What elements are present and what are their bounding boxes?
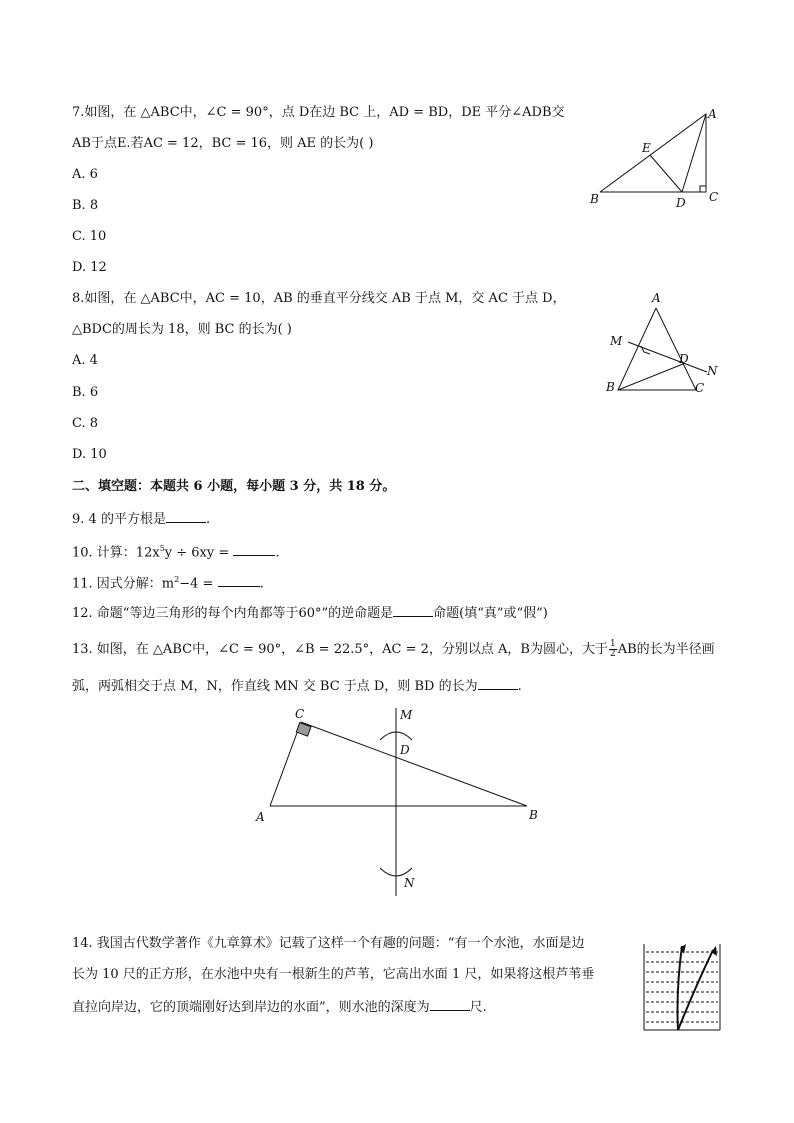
q9-end: . [205,512,211,527]
q13-frac-den: 2 [610,649,616,659]
q8-option-b: B. 6 [72,385,99,400]
q8-label-d: D [679,352,689,366]
q10-end: . [275,545,280,561]
q13-label-a: A [256,810,265,824]
q10-pre: 10. 计算：12x [72,545,160,561]
q13-label-b: B [529,808,538,822]
q8-option-d: D. 10 [72,447,107,462]
section-heading-mid1: 小题，每小题 [202,479,290,494]
q13-label-n: N [404,876,415,890]
q8-line1: 8.如图，在 △ABC中，AC = 10，AB 的垂直平分线交 AB 于点 M，交 AC 于点 D， [72,291,566,306]
q7-label-d: D [676,196,686,210]
q10-exponent: 5 [159,544,165,553]
q8-option-a: A. 4 [72,353,98,368]
q8-label-b: B [606,380,615,394]
q7-label-a: A [708,107,717,121]
q12-post: 命题(填“真”或“假”) [433,606,548,621]
q14-line3-post: 尺. [469,1000,487,1015]
q7-option-a: A. 6 [72,167,98,182]
q7-option-b: B. 8 [72,198,99,213]
q8-label-a: A [652,291,661,305]
q13-label-d: D [400,743,410,757]
q8-label-n: N [707,364,718,378]
q13-label-c: C [295,707,305,721]
q13-line2-text: 弧，两弧相交于点 M，N，作直线 MN 交 BC 于点 D，则 BD 的长为 [72,679,478,694]
q12-pre: 12. 命题“等边三角形的每个内角都等于60°”的逆命题是 [72,606,394,621]
q7-line2: AB于点E.若AC = 12，BC = 16，则 AE 的长为( ) [72,136,374,151]
q13-line1-pre: 13. 如图，在 △ABC中，∠C = 90°，∠B = 22.5°，AC = 2，分别以点 A，B为圆心，大于 [72,642,608,657]
q8-line2: △BDC的周长为 18，则 BC 的长为( ) [72,322,292,337]
q14-line2: 长为 10 尺的正方形，在水池中央有一根新生的芦苇，它高出水面 1 尺，如果将这根芦苇垂 [72,967,595,982]
q7-label-c: C [709,190,719,204]
q13-frac-num: 1 [610,639,616,649]
q11-post: −4 = [179,576,214,592]
q7-option-c: C. 10 [72,229,107,244]
q7-line1: 7.如图，在 △ABC中，∠C = 90°，点 D在边 BC 上，AD = BD，DE 平分∠ADB交 [72,105,565,120]
q13-line1-post: AB的长为半径画 [617,642,715,657]
q7-label-e: E [642,141,651,155]
q14-line1: 14. 我国古代数学著作《九章算术》记载了这样一个有趣的问题：“有一个水池，水面是边 [72,936,585,951]
q7-option-d: D. 12 [72,260,107,275]
section-heading-suffix: 分。 [364,479,396,494]
q8-option-c: C. 8 [72,416,99,431]
q11-pre: 11. 因式分解：m [72,576,175,592]
q13-label-m: M [400,708,413,722]
q10-post: y ÷ 6xy = [164,545,230,561]
q14-line3-pre: 直拉向岸边，它的顶端刚好达到岸边的水面”，则水池的深度为 [72,1000,430,1015]
q8-label-m: M [610,334,623,348]
section-points-each: 3 [289,479,299,494]
q7-label-b: B [590,192,599,206]
section-count: 6 [193,479,203,494]
section-heading-mid2: 分，共 [298,479,347,494]
q9-text: 9. 4 的平方根是 [72,512,166,527]
q13-line2-end: . [517,679,522,694]
q8-label-c: C [695,381,705,395]
section-heading-prefix: 二、填空题：本题共 [72,479,194,494]
section-points-total: 18 [346,479,365,494]
q11-end: . [259,576,264,592]
q11-exponent: 2 [174,575,180,584]
